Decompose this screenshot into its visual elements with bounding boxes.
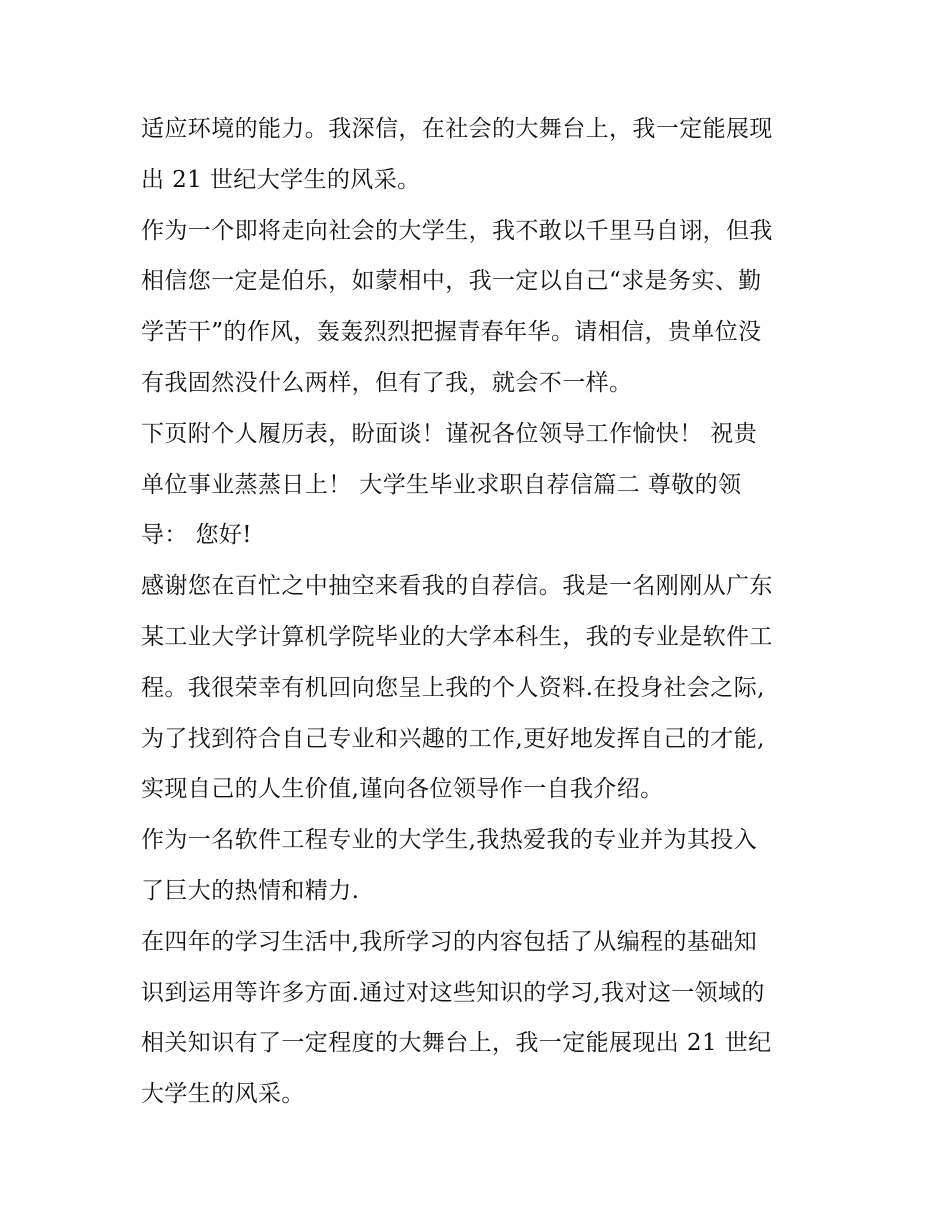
text-line: 学苦干”的作风，轰轰烈烈把握青春年华。请相信，贵单位没 — [141, 319, 762, 346]
document-body — [141, 104, 821, 1120]
text-line: 某工业大学计算机学院毕业的大学本科生，我的专业是软件工 — [141, 623, 773, 650]
text-line: 出 21 世纪大学生的风采。 — [141, 166, 421, 193]
text-line: 大学生的风采。 — [141, 1081, 305, 1108]
text-line: 导： 您好! — [141, 522, 252, 549]
text-line: 下页附个人履历表，盼面谈！谨祝各位领导工作愉快！ 祝贵 — [141, 420, 758, 447]
text-line: 作为一个即将走向社会的大学生，我不敢以千里马自诩，但我 — [141, 217, 773, 244]
text-line: 程。我很荣幸有机回向您呈上我的个人资料.在投身社会之际, — [141, 674, 765, 701]
text-line: 适应环境的能力。我深信，在社会的大舞台上，我一定能展现 — [141, 116, 773, 142]
text-line: 在四年的学习生活中,我所学习的内容包括了从编程的基础知 — [141, 928, 758, 955]
text-line: 感谢您在百忙之中抽空来看我的自荐信。我是一名刚刚从广东 — [141, 573, 773, 600]
text-line: 识到运用等许多方面.通过对这些知识的学习,我对这一领域的 — [141, 979, 765, 1006]
text-line: 了巨大的热情和精力. — [141, 877, 360, 904]
text-line: 单位事业蒸蒸日上！ 大学生毕业求职自荐信篇二 尊敬的领 — [141, 471, 742, 498]
text-line: 实现自己的人生价值,谨向各位领导作一自我介绍。 — [141, 776, 664, 803]
text-line: 为了找到符合自己专业和兴趣的工作,更好地发挥自己的才能, — [141, 725, 765, 752]
text-line: 有我固然没什么两样，但有了我，就会不一样。 — [141, 369, 633, 396]
text-line: 相关知识有了一定程度的大舞台上，我一定能展现出 21 世纪 — [141, 1030, 772, 1057]
text-line: 相信您一定是伯乐，如蒙相中，我一定以自己“求是务实、勤 — [141, 268, 762, 295]
text-line: 作为一名软件工程专业的大学生,我热爱我的专业并为其投入 — [141, 827, 758, 854]
